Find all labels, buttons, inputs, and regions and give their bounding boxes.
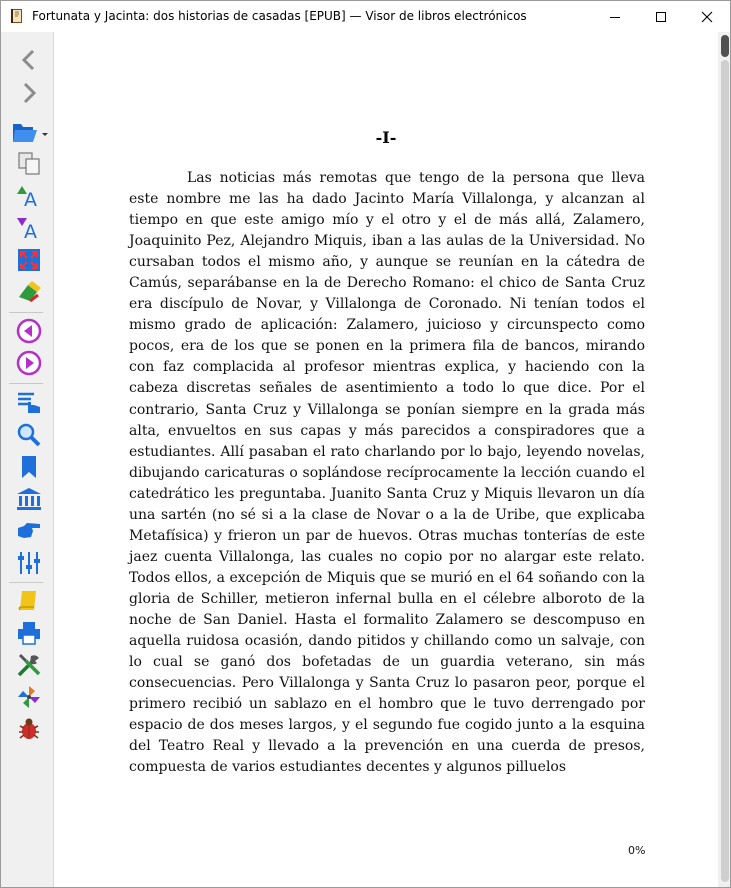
chevron-left-icon [19,49,39,71]
arrow-circle-right-icon [16,350,42,376]
book-page[interactable] [54,32,718,887]
print-button[interactable] [15,620,43,646]
eraser-icon [16,279,42,305]
toolbar-separator [9,582,43,583]
toolbar-separator [9,383,43,384]
forward-button[interactable] [15,80,43,106]
sliders-icon [16,550,42,576]
font-smaller-button[interactable] [15,215,43,241]
arrow-circle-left-icon [16,318,42,344]
font-larger-icon [15,183,43,209]
chapter-heading: -I- [375,128,397,147]
font-larger-button[interactable] [15,183,43,209]
reference-button[interactable] [15,486,43,512]
paragraph: Las noticias más remotas que tengo de la persona que lleva este nombre me las ha dado Jacinto María Villalonga, y alcanzan al tiempo en que este amigo mío y el otro y el de más allá, Zalamero, Joaquinito Pez, Alejandro Miquis, iban a las aulas de la Universidad. No cursaban todos el mismo año, y aunque se reunían en la cátedra de Camús, separábanse en la de Derecho Romano: el chico de Santa Cruz era discípulo de Novar, y Villalonga de Coronado. Ni tenían todos el mismo grado de aplicación: Zalamero, juicioso y circunspecto como pocos, era de los que se ponen en la primera fila de bancos, mirando con faz complacida al profesor mientras explica, y haciendo con la cabeza discretas señales de asentimiento a todo lo que dice. Por el contrario, Santa Cruz y Villalonga se ponían siempre en la grada más alta, envueltos en sus capas y más parecidos a conspiradores que a estudiantes. Allí pasaban el rato charlando por lo bajo, leyendo novelas, dibujando caricaturas o soplándose recíprocamente la lección cuando el catedrático les preguntaba. Juanito Santa Cruz y Miquis llevaron un día una sartén (no sé si a la clase de Novar o a la de Uribe, que explicaba Metafísica) y frieron un par de huevos. Otras muchas tonterías de este jaez cuenta Villalonga, las cuales no copio por no alargar este relato. Todos ellos, a excepción de Miquis que se murió en el 64 soñando con la gloria de Schiller, metieron infernal bulla en el célebre alboroto de la noche de San Daniel. Hasta el formalito Zalamero se descompuso en aquella ruidosa ocasión, dando pitidos y chillando como un salvaje, con lo cual se ganó dos bofetadas de un guardia veterano, sin más consecuencias. Pero Villalonga y Santa Cruz lo pasaron peor, porque el primero recibió un sablazo en el hombro que le tuvo derrengado por espacio de dos meses largos, y el segundo fue cogido junto a la esquina del Teatro Real y llevado a la prevención en una cuerda de presos, compuesta de varios estudiantes decentes y algunos pilluelos [129,170,645,776]
title-bar[interactable] [1,1,730,32]
metadata-button[interactable] [15,588,43,614]
font-smaller-icon [15,215,43,241]
toc-icon [16,390,42,416]
about-button[interactable] [15,684,43,710]
maximize-icon [655,11,667,23]
folder-open-icon [9,119,49,145]
back-button[interactable] [15,47,43,73]
previous-section-button[interactable] [15,318,43,344]
printer-icon [16,620,42,646]
table-of-contents-button[interactable] [15,390,43,416]
close-button[interactable] [684,1,730,32]
svg-text:A: A [24,189,37,209]
maximize-button[interactable] [638,1,684,32]
side-toolbar [1,32,54,887]
book-text [129,168,645,778]
svg-text:A: A [24,221,37,241]
toolbar-separator [9,312,43,313]
fullscreen-icon [17,248,41,272]
clear-button[interactable] [15,279,43,305]
scrollbar-track[interactable] [721,60,729,882]
minimize-button[interactable] [592,1,638,32]
copy-button[interactable] [15,151,43,177]
library-icon [16,486,42,512]
chevron-right-icon [19,82,39,104]
tools-icon [16,652,42,678]
bookmarks-button[interactable] [15,454,43,480]
next-section-button[interactable] [15,350,43,376]
bookmark-icon [16,454,42,480]
progress-percent: 0% [628,844,646,857]
search-button[interactable] [15,422,43,448]
window-title: Fortunata y Jacinta: dos historias de casadas [EPUB] — Visor de libros electrónicos [32,9,527,23]
tools-button[interactable] [15,652,43,678]
minimize-icon [609,11,621,23]
copy-icon [16,151,42,177]
pinwheel-icon [16,684,42,710]
app-icon [9,8,25,24]
debug-button[interactable] [15,716,43,742]
open-book-button[interactable] [9,119,49,145]
preferences-button[interactable] [15,550,43,576]
search-icon [16,422,42,448]
go-to-button[interactable] [15,518,43,544]
vertical-scrollbar[interactable] [718,32,730,887]
bug-icon [16,716,42,742]
fullscreen-button[interactable] [15,247,43,273]
scrollbar-thumb[interactable] [721,35,729,57]
pointing-hand-icon [16,518,42,544]
scroll-icon [16,588,42,614]
close-icon [701,11,713,23]
